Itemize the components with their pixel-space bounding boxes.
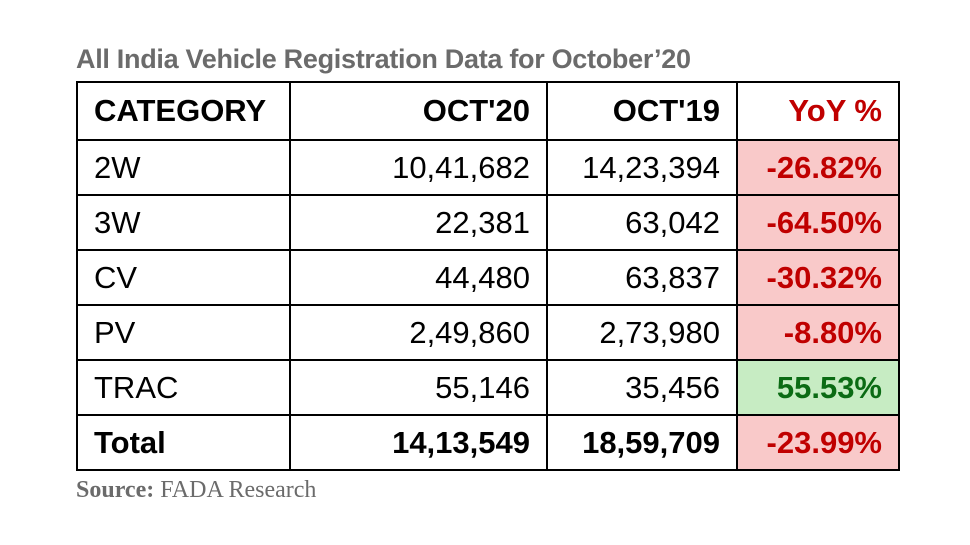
column-header-oct19: OCT'19 [547,82,737,140]
oct19-cell: 14,23,394 [547,140,737,195]
source-label: Source: [76,477,155,503]
category-cell: PV [77,305,290,360]
total-row [77,415,899,470]
yoy-cell: -26.82% [737,140,899,195]
yoy-cell: -30.32% [737,250,899,305]
column-header-category: CATEGORY [77,82,290,140]
total-oct19-cell: 18,59,709 [547,415,737,470]
oct19-cell: 2,73,980 [547,305,737,360]
total-label-cell: Total [77,415,290,470]
category-cell: 2W [77,140,290,195]
source-note [76,477,316,504]
oct19-cell: 63,042 [547,195,737,250]
table-row [77,250,899,305]
oct20-cell: 44,480 [290,250,547,305]
category-cell: CV [77,250,290,305]
oct19-cell: 35,456 [547,360,737,415]
category-cell: 3W [77,195,290,250]
total-yoy-cell: -23.99% [737,415,899,470]
oct20-cell: 22,381 [290,195,547,250]
oct20-cell: 10,41,682 [290,140,547,195]
chart-title: All India Vehicle Registration Data for October’20 [76,44,691,74]
yoy-cell: 55.53% [737,360,899,415]
oct19-cell: 63,837 [547,250,737,305]
oct20-cell: 2,49,860 [290,305,547,360]
total-oct20-cell: 14,13,549 [290,415,547,470]
table-row [77,195,899,250]
table-row [77,305,899,360]
oct20-cell: 55,146 [290,360,547,415]
registration-table [76,81,900,471]
column-header-oct20: OCT'20 [290,82,547,140]
table-row [77,360,899,415]
column-header-yoy: YoY % [737,82,899,140]
table-row [77,140,899,195]
table-header-row [77,82,899,140]
yoy-cell: -64.50% [737,195,899,250]
yoy-cell: -8.80% [737,305,899,360]
source-text: FADA Research [160,477,317,503]
category-cell: TRAC [77,360,290,415]
